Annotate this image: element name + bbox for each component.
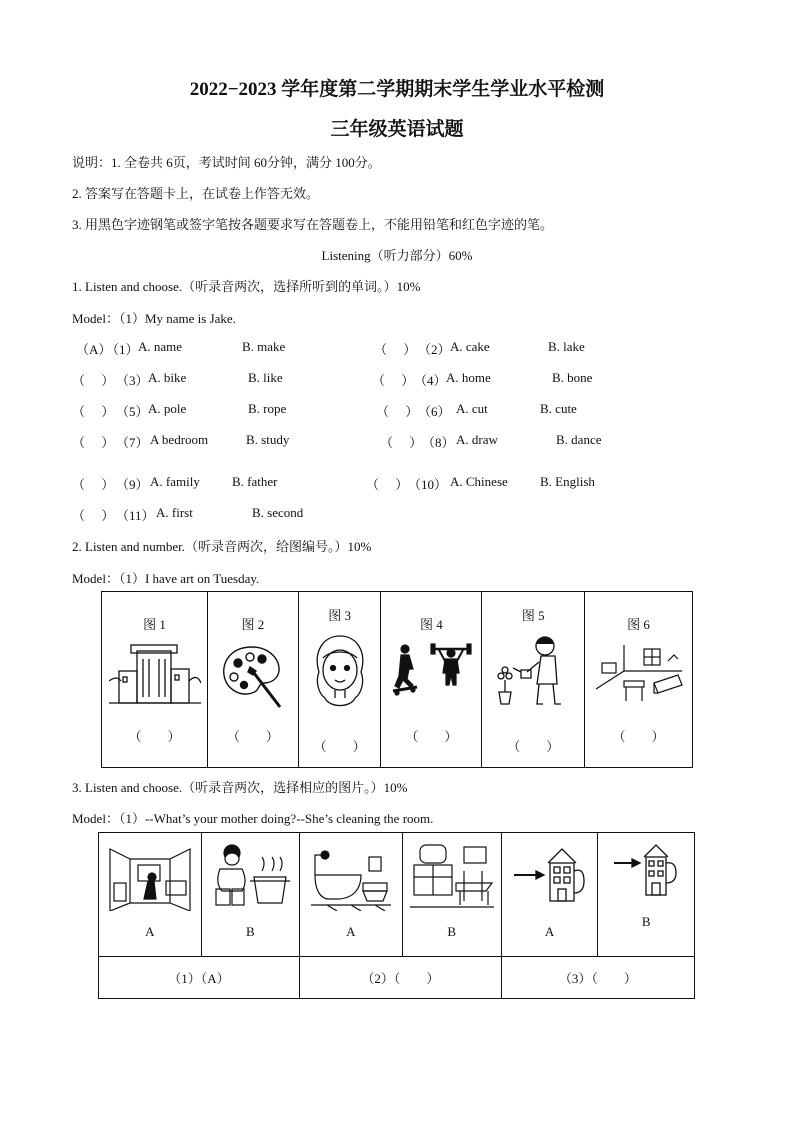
answer-cell — [299, 957, 501, 999]
answer-bracket[interactable]: （ ） — [226, 729, 279, 744]
picture-cell — [482, 592, 585, 768]
picture-cell — [402, 833, 501, 957]
option-a: A. family — [150, 474, 200, 489]
picture-cell — [381, 592, 482, 768]
picture-cell — [298, 592, 381, 768]
option-a: A. pole — [148, 401, 187, 416]
picture-caption: 图 3 — [328, 608, 351, 623]
girl-face-icon — [309, 632, 371, 712]
answer-bracket[interactable]: （ ） — [507, 739, 560, 754]
answer-bracket[interactable]: （ ） — [376, 404, 419, 419]
answer-bracket[interactable]: （ ） — [612, 729, 665, 744]
item-number: （8） — [422, 435, 455, 450]
item-number: （7） — [116, 435, 149, 450]
option-b: B. bone — [552, 370, 593, 385]
option-b: B. father — [232, 474, 278, 489]
sports-icon — [389, 641, 473, 701]
answer-bracket[interactable]: （ ） — [380, 435, 423, 450]
option-b: B. English — [540, 474, 595, 489]
picture-label[interactable]: B — [447, 924, 457, 939]
part2-model: Model：（1）I have art on Tuesday. — [72, 571, 260, 586]
picture-caption: 图 2 — [241, 617, 265, 632]
picture-label[interactable]: B — [641, 914, 651, 929]
option-b: B. like — [248, 370, 283, 385]
option-a: A. cut — [456, 401, 488, 416]
part1-instruction: 1. Listen and choose.（听录音两次，选择所听到的单词。）10% — [72, 279, 421, 294]
answer-bracket[interactable]: （ ） — [72, 435, 115, 450]
option-b: B. rope — [248, 401, 287, 416]
picture-cell — [99, 833, 202, 957]
item-number: （1） — [106, 342, 139, 357]
dining-room-icon — [408, 841, 496, 911]
watering-plant-icon — [491, 632, 575, 708]
item-number: （9） — [116, 477, 149, 492]
living-room-icon — [594, 641, 684, 707]
answer-text[interactable]: （1）（A） — [168, 971, 230, 986]
paint-palette-icon — [218, 641, 288, 711]
picture-cell — [501, 833, 598, 957]
building-icon — [109, 641, 201, 705]
answer-bracket[interactable]: （A） — [76, 342, 112, 357]
option-b: B. cute — [540, 401, 577, 416]
arrow-house-icon — [606, 841, 686, 903]
cleaning-room-icon — [106, 841, 194, 911]
answer-bracket[interactable]: （ ） — [72, 373, 115, 388]
note-1: 说明：1. 全卷共 6页，考试时间 60分钟，满分 100分。 — [72, 155, 381, 170]
answer-bracket[interactable]: （ ） — [372, 373, 415, 388]
bathroom-icon — [307, 841, 395, 911]
answer-bracket[interactable]: （ ） — [128, 729, 181, 744]
option-a: A. cake — [450, 339, 490, 354]
picture-cell — [585, 592, 693, 768]
option-a: A. bike — [148, 370, 187, 385]
option-a: A. Chinese — [450, 474, 508, 489]
cooking-icon — [206, 841, 294, 911]
picture-caption: 图 6 — [627, 617, 650, 632]
answer-bracket[interactable]: （ ） — [72, 508, 115, 523]
item-number: （6） — [418, 404, 451, 419]
option-b: B. second — [252, 505, 304, 520]
item-number: （2） — [418, 342, 451, 357]
answer-text[interactable]: （2）（ ） — [361, 971, 440, 986]
option-b: B. make — [242, 339, 286, 354]
page-title: 2022−2023 学年度第二学期期末学生学业水平检测 — [189, 79, 605, 100]
answer-text[interactable]: （3）（ ） — [558, 971, 637, 986]
option-a: A. draw — [456, 432, 498, 447]
picture-label[interactable]: A — [346, 924, 356, 939]
picture-choose-table — [98, 832, 695, 999]
picture-label[interactable]: B — [246, 924, 255, 939]
arrow-building-icon — [510, 841, 590, 903]
option-b: B. dance — [556, 432, 602, 447]
section-heading: Listening（听力部分）60% — [321, 248, 473, 263]
option-a: A bedroom — [150, 432, 209, 447]
answer-cell — [99, 957, 300, 999]
item-number: （10） — [408, 477, 448, 492]
item-number: （4） — [414, 373, 447, 388]
picture-cell — [102, 592, 208, 768]
picture-label[interactable]: A — [544, 924, 555, 939]
item-number: （11） — [116, 508, 155, 523]
option-a: A. name — [138, 339, 183, 354]
option-b: B. study — [246, 432, 290, 447]
picture-cell — [201, 833, 299, 957]
option-a: A. home — [446, 370, 491, 385]
picture-number-table — [101, 591, 693, 768]
picture-cell — [299, 833, 402, 957]
picture-caption: 图 1 — [143, 617, 166, 632]
picture-caption: 图 5 — [521, 608, 545, 623]
answer-bracket[interactable]: （ ） — [72, 404, 115, 419]
part3-instruction: 3. Listen and choose.（听录音两次，选择相应的图片。）10% — [72, 780, 408, 795]
note-2: 2. 答案写在答题卡上，在试卷上作答无效。 — [72, 186, 320, 201]
part3-model: Model：（1）--What’s your mother doing?--She’s cleaning the room. — [72, 811, 434, 826]
answer-bracket[interactable]: （ ） — [313, 739, 366, 754]
picture-cell — [208, 592, 299, 768]
note-3: 3. 用黑色字迹钢笔或签字笔按各题要求写在答题卷上，不能用铅笔和红色字迹的笔。 — [72, 217, 554, 232]
page-subtitle: 三年级英语试题 — [330, 119, 464, 140]
answer-bracket[interactable]: （ ） — [72, 477, 115, 492]
item-number: （5） — [116, 404, 149, 419]
picture-caption: 图 4 — [419, 617, 443, 632]
option-a: A. first — [156, 505, 193, 520]
picture-cell — [598, 833, 695, 957]
answer-cell — [501, 957, 694, 999]
answer-bracket[interactable]: （ ） — [366, 477, 409, 492]
part2-instruction: 2. Listen and number.（听录音两次，给图编号。）10% — [72, 539, 372, 554]
answer-bracket[interactable]: （ ） — [405, 729, 458, 744]
part1-model: Model：（1）My name is Jake. — [72, 311, 236, 326]
option-b: B. lake — [548, 339, 585, 354]
picture-label[interactable]: A — [145, 924, 155, 939]
answer-bracket[interactable]: （ ） — [374, 342, 417, 357]
item-number: （3） — [116, 373, 149, 388]
